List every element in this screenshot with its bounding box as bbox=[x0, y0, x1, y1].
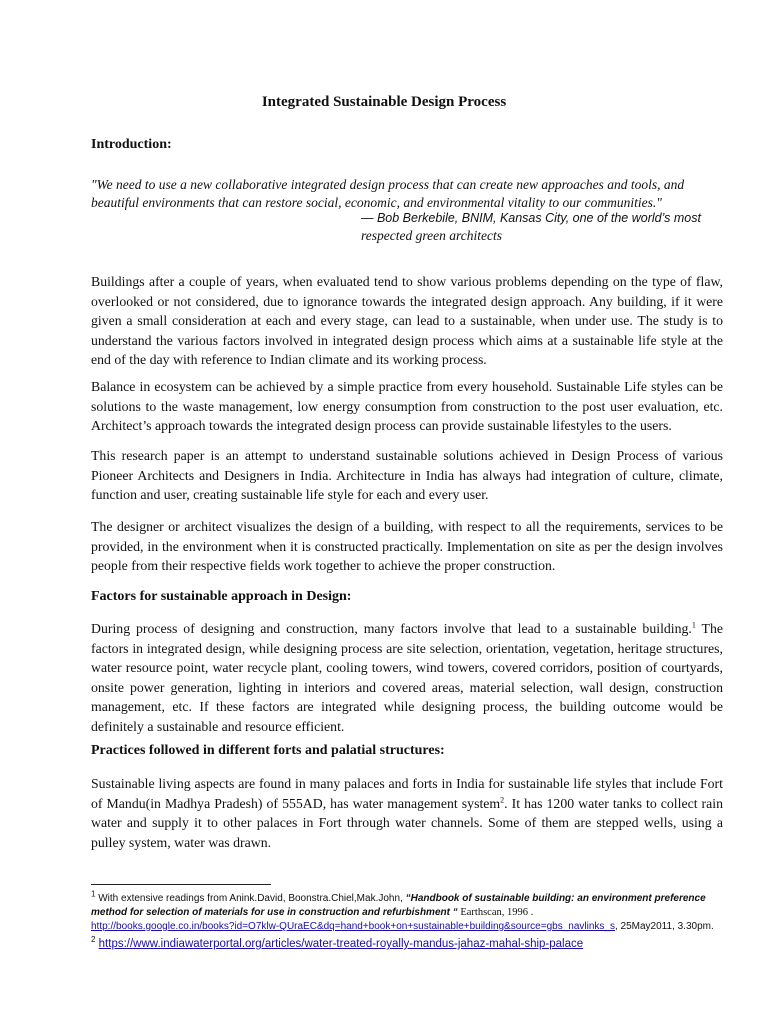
paragraph-1: Buildings after a couple of years, when evaluated tend to show various problems depending on the type of flaw, overlooked or not considered, due to ignorance towards the integrated design approach. Any building, if it were given a small consideration at each and every stage, can lead to a sustainable, when under use. The study is to understand the various factors involved in integrated design process which aims at a sustainable life style at the end of the day with reference to Indian climate and its working process. bbox=[91, 274, 723, 367]
footnote-2 bbox=[91, 937, 723, 951]
paragraph-3: This research paper is an attempt to understand sustainable solutions achieved in Design Process of various Pioneer Architects and Designers in India. Architecture in India has always had integration of culture, climate, function and user, creating sustainable life style for each and every user. bbox=[91, 448, 723, 502]
footnote-separator bbox=[91, 884, 271, 885]
paragraph-6 bbox=[91, 774, 723, 852]
paragraph-5 bbox=[91, 619, 723, 736]
footnote-1-date: , 25May2011, 3.30pm. bbox=[614, 921, 714, 932]
footnote-2-number: 2 bbox=[91, 935, 96, 945]
footnote-1-book-title: “Handbook of sustainable building: an environment preference method for selection of materials for use in construction and refurbishment “ bbox=[91, 893, 706, 918]
footnote-1-text: With extensive readings from Anink.David, Boonstra.Chiel,Mak.John, bbox=[95, 893, 406, 904]
document-title: Integrated Sustainable Design Process bbox=[261, 94, 507, 110]
paragraph-4: The designer or architect visualizes the design of a building, with respect to all the requirements, services to be provided, in the environment when it is constructed practically. Implementation on site as per the design involves people from their respective fields work together to achieve the proper construction. bbox=[91, 519, 723, 573]
intro-quote: "We need to use a new collaborative integrated design process that can create new approaches and tools, and beautiful environments that can restore social, economic, and environmental vitality to our communities." bbox=[91, 177, 685, 210]
paragraph-5-text-a: During process of designing and construction, many factors involve that lead to a sustainable building. bbox=[91, 621, 692, 636]
footnote-1 bbox=[91, 889, 723, 934]
quote-attribution bbox=[361, 209, 721, 245]
practices-heading: Practices followed in different forts and palatial structures: bbox=[91, 743, 445, 758]
attribution-line-1: — Bob Berkebile, BNIM, Kansas City, one of the world’s most bbox=[361, 211, 701, 225]
paragraph-5-text-b: The factors in integrated design, while designing process are site selection, orientation, vegetation, heritage structures, water resource point, water recycle plant, cooling towers, wind towers, covered corridors, position of courtyards, onsite power generation, lighting in interiors and covered areas, material selection, wall design, construction management, etc. If these factors are integrated while designing process, the building outcome would be definitely a sustainable and resource efficient. bbox=[91, 621, 723, 734]
footnote-ref-2[interactable]: 2 bbox=[500, 794, 505, 804]
factors-heading: Factors for sustainable approach in Design: bbox=[91, 589, 352, 604]
attribution-line-2: respected green architects bbox=[361, 228, 502, 243]
paragraph-6-text-b: . It has 1200 water tanks to collect rain water and supply it to other palaces in Fort through water channels. Some of them are stepped wells, using a pulley system, water was drawn. bbox=[91, 795, 724, 850]
footnote-2-link[interactable]: https://www.indiawaterportal.org/articles/water-treated-royally-mandus-jahaz-mahal-ship-palace bbox=[98, 938, 584, 950]
paragraph-6-text-a: Sustainable living aspects are found in many palaces and forts in India for sustainable life styles that include Fort of Mandu(in Madhya Pradesh) of 555AD, has water management system bbox=[91, 776, 723, 811]
footnote-1-link[interactable]: http://books.google.co.in/books?id=O7klw-QUraEC&dq=hand+book+on+sustainable+building&source=gbs_navlinks_s bbox=[91, 921, 615, 932]
paragraph-2: Balance in ecosystem can be achieved by a simple practice from every household. Sustainable Life styles can be solutions to the waste management, low energy consumption from construction to the post user evaluation, etc. Architect’s approach towards the integrated design process can provide sustainable lifestyles to the users. bbox=[91, 379, 723, 433]
footnote-1-publisher: Earthscan, 1996 . bbox=[457, 907, 534, 918]
footnote-ref-1[interactable]: 1 bbox=[691, 620, 696, 630]
footnote-1-number: 1 bbox=[91, 889, 96, 899]
introduction-heading: Introduction: bbox=[91, 137, 172, 152]
footnotes bbox=[91, 889, 723, 951]
